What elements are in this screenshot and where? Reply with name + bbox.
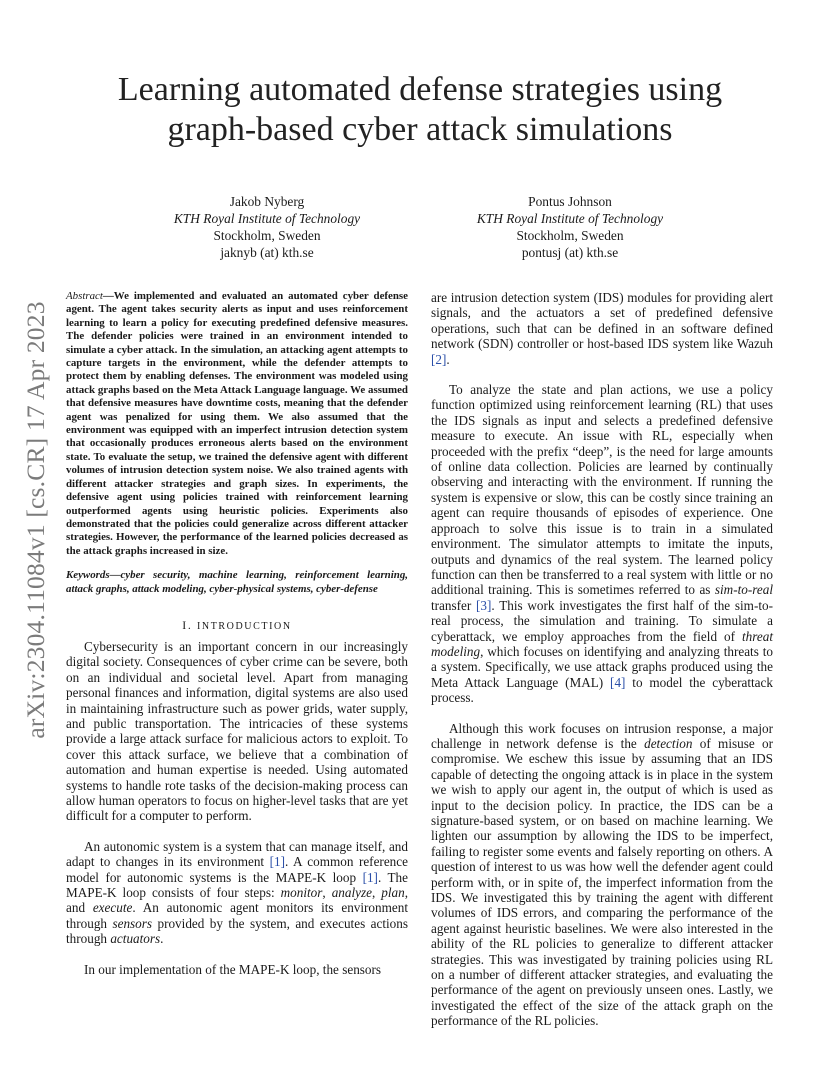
- text-span: transfer: [431, 597, 477, 613]
- emphasis: monitor: [280, 885, 323, 901]
- emphasis: sim-to-real: [714, 582, 773, 598]
- text-span: ,: [371, 885, 382, 901]
- author-location: Stockholm, Sweden: [516, 228, 624, 243]
- keywords: Keywords—cyber security, machine learning, reinforcement learning, attack graphs, attack modeling, cyber-physical systems, cyber-defense: [66, 569, 408, 595]
- intro-paragraph-1: Cybersecurity is an important concern in our increasingly digital society. Consequences of cyber crime can be severe, both on an individual and societal level. Apart from managing personal finances and information, digital systems are also used in maintaining infrastructure such as power grids, water supply, and public transportation. The intricacies of these systems provide a large attack surface for malicious actors to exploit. To cover this attack surface, we believe that a combination of automation and human expertise is needed. Using automated systems to handle rote tasks of the decision-making process can allow human operators to focus on higher-level tasks that are yet difficult for a computer to perform.: [66, 638, 408, 824]
- emphasis: actuators: [110, 931, 161, 947]
- text-span: are intrusion detection system (IDS) modules for providing alert signals, and the actuators a set of predefined defensive operations, such that can be defined in an software defined network (SDN) controller or host-based IDS system like Wazuh: [431, 290, 773, 352]
- left-column: [66, 290, 408, 992]
- text-span: . An autonomic agent monitors its environment through: [66, 900, 408, 931]
- title-line-1: Learning automated defense strategies using: [117, 71, 723, 108]
- text-span: , and: [66, 885, 409, 916]
- right-column: [431, 290, 773, 1044]
- text-span: to model the cyberattack process.: [431, 674, 773, 706]
- emphasis: execute: [92, 900, 133, 916]
- text-span: , which focuses on identifying and analyzing threats to a system. Specifically, we use attack graphs produced using the Meta Attack Language (MAL): [431, 643, 773, 690]
- citation-link[interactable]: [4]: [610, 674, 626, 690]
- text-span: of misuse or compromise. We eschew this issue by assuming that an IDS capable of detecting the ongoing attack is in place in the system we wish to apply our agent in, the output of which is used as input to the decision policy. In practice, the IDS can be a signature-based system, or on based on machine learning. We lighten our assumption by allowing the IDS to be imperfect, failing to register some events and falsely reporting on others. A question of interest to us was how well the defender agent could perform with, or in spite of, the imperfect information from the IDS. We investigated this by training the agent with different volumes of IDS errors, and comparing the performance of the agent against heuristic baselines. We were also interested in the ability of the RL policies to generalize to different attacker strategies. This was investigated by training policies using RL on a number of different attacker strategies, and evaluating the performance of the agent on previously unseen ones. Lastly, we investigated the effect of the size of the attack graph on the performance of the RL policies.: [431, 735, 773, 1029]
- section-title: INTRODUCTION: [196, 620, 292, 632]
- text-span: provided by the system, and executes actions through: [66, 915, 408, 947]
- abstract-text: —We implemented and evaluated an automated cyber defense agent. The agent takes security alerts as input and uses reinforcement learning to learn a policy for executing predefined defensive measures. The defender policies were trained in an environment intended to simulate a cyber attack. In the simulation, an attacking agent attempts to capture targets in the environment, while the defender attempts to protect them by enabling defenses. The environment was modeled using attack graphs based on the Meta Attack Language language. We assumed that defensive measures have downtime costs, meaning that the defender agent was penalized for using them. We also assumed that the environment was equipped with an imperfect intrusion detection system that occasionally produces erroneous alerts based on the environment state. To evaluate the setup, we trained the defensive agent with different volumes of intrusion detection system noise. We also trained agents with different attacker strategies and graph sizes. In experiments, the defensive agent using policies trained with reinforcement learning outperformed agents using heuristic policies. Experiments also demonstrated that the policies could generalize across different attacker strategies. However, the performance of the learned policies decreased as the attack graphs increased in size.: [66, 290, 408, 557]
- text-span: . A common reference model for autonomic systems is the MAPE-K loop: [66, 854, 408, 885]
- author-affiliation: KTH Royal Institute of Technology: [476, 211, 664, 226]
- text-span: .: [446, 351, 450, 367]
- author-email: pontusj (at) kth.se: [521, 245, 619, 260]
- abstract: [66, 290, 408, 558]
- intro-paragraph-3: In our implementation of the MAPE-K loop, the sensors: [84, 961, 382, 977]
- emphasis: plan: [381, 885, 405, 901]
- emphasis: threat modeling: [431, 628, 773, 659]
- intro-paragraph-2: [66, 839, 408, 947]
- intro-paragraph-3-continued: [431, 290, 773, 367]
- author-email: jaknyb (at) kth.se: [220, 245, 314, 260]
- author-name: Jakob Nyberg: [229, 194, 305, 209]
- arxiv-watermark: [20, 285, 52, 755]
- text-span: Although this work focuses on intrusion response, a major challenge in network defense is the: [431, 720, 773, 751]
- author-affiliation: KTH Royal Institute of Technology: [173, 211, 361, 226]
- paper-title: [70, 70, 770, 150]
- text-span: . This work investigates the first half of the sim-to-real process, the simulation and training. To simulate a cyberattack, we employ approaches from the field of: [431, 597, 773, 644]
- citation-link[interactable]: [3]: [476, 597, 492, 613]
- author-block-2: [420, 193, 720, 261]
- section-heading-introduction: [66, 618, 408, 633]
- citation-link[interactable]: [2]: [431, 351, 447, 367]
- author-block-1: [117, 193, 417, 261]
- abstract-lead: Abstract: [66, 290, 103, 302]
- text-span: To analyze the state and plan actions, we use a policy function optimized using reinforcement learning (RL) that uses the IDS signals as input and selects a predefined defensive measure to execute. An issue with RL, especially when proceeded with the prefix “deep”, is the need for large amounts of online data collection. Policies are learned by continually observing and interacting with the environment. If running the system is expensive or slow, this can be costly since training an agent can require thousands of episodes of experience. One approach to solve this issue is to train in a simulated environment. The simulator attempts to imitate the inputs, outputs and dynamics of the real system. The learned policy function can then be transferred to a real system with little or no additional training. This is sometimes referred to as: [431, 382, 773, 598]
- intro-paragraph-5: [431, 721, 773, 1029]
- citation-link[interactable]: [1]: [362, 869, 378, 885]
- emphasis: detection: [644, 735, 693, 751]
- arxiv-id: arXiv:2304.11084v1 [cs.CR] 17 Apr 2023: [21, 301, 50, 739]
- text-span: An autonomic system is a system that can manage itself, and adapt to changes in its environment: [66, 838, 408, 870]
- citation-link[interactable]: [1]: [269, 854, 285, 870]
- text-span: . The MAPE-K loop consists of four steps:: [66, 869, 408, 901]
- emphasis: analyze: [331, 885, 372, 901]
- title-line-2: graph-based cyber attack simulations: [167, 111, 673, 148]
- text-span: ,: [322, 885, 332, 901]
- emphasis: sensors: [112, 915, 153, 931]
- intro-paragraph-4: [431, 382, 773, 706]
- author-location: Stockholm, Sweden: [213, 228, 321, 243]
- text-span: .: [160, 931, 164, 947]
- author-name: Pontus Johnson: [528, 194, 612, 209]
- section-number: I.: [182, 617, 193, 632]
